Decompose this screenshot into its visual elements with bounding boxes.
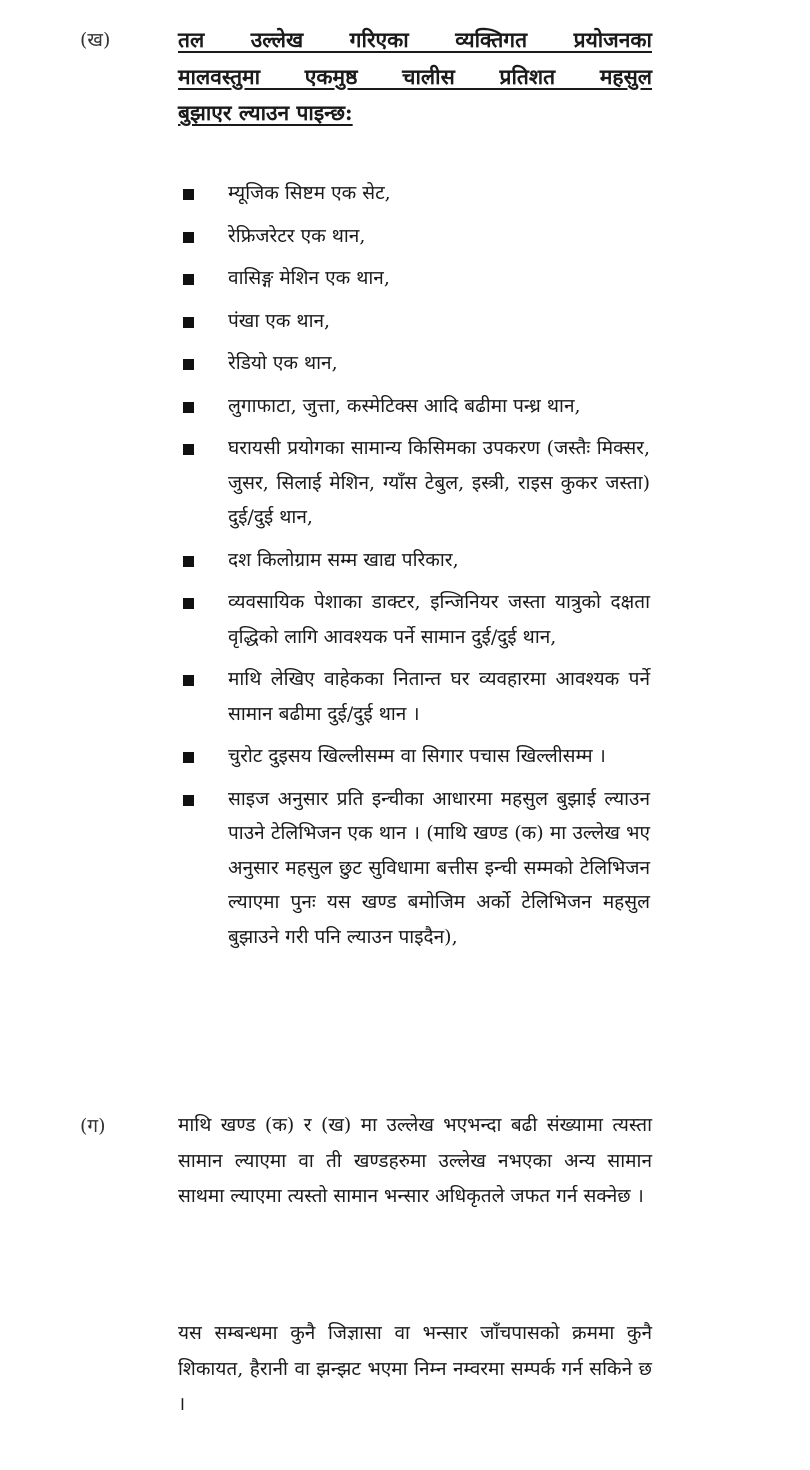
section-marker-kha: (ख) bbox=[80, 29, 111, 51]
square-bullet-icon bbox=[183, 556, 194, 567]
list-item-text: माथि लेखिए वाहेकका नितान्त घर व्यवहारमा आवश्यक पर्ने सामान बढीमा दुई/दुई थान । bbox=[228, 668, 650, 725]
square-bullet-icon bbox=[183, 402, 194, 413]
list-item-text: घरायसी प्रयोगका सामान्य किसिमका उपकरण (जस्तैः मिक्सर, जुसर, सिलाई मेशिन, ग्याँस टेबुल, इस्त्री, राइस कुकर जस्ता) दुई/दुई थान, bbox=[228, 437, 650, 528]
list-item bbox=[0, 431, 810, 535]
list-item bbox=[0, 662, 810, 731]
heading-line: बुझाएर ल्याउन पाइन्छ: bbox=[178, 100, 353, 125]
list-item-text: रेफ्रिजरेटर एक थान, bbox=[228, 224, 366, 247]
list-item bbox=[0, 261, 810, 296]
allowed-items-list bbox=[0, 176, 810, 962]
square-bullet-icon bbox=[183, 317, 194, 328]
square-bullet-icon bbox=[183, 795, 194, 806]
section-marker-ga: (ग) bbox=[80, 1115, 106, 1137]
section-kha-heading bbox=[178, 22, 652, 132]
list-item bbox=[0, 543, 810, 578]
list-item-text: लुगाफाटा, जुत्ता, कस्मेटिक्स आदि बढीमा पन्ध्र थान, bbox=[228, 394, 581, 417]
heading-line: तल उल्लेख गरिएका व्यक्तिगत प्रयोजनका bbox=[178, 27, 652, 52]
list-item-text: म्यूजिक सिष्टम एक सेट, bbox=[228, 182, 391, 204]
list-item-text: वासिङ्ग मेशिन एक थान, bbox=[228, 267, 390, 289]
closing-section bbox=[0, 1316, 810, 1423]
heading-line: मालवस्तुमा एकमुष्ठ चालीस प्रतिशत महसुल bbox=[178, 63, 652, 89]
list-item bbox=[0, 346, 810, 381]
list-item bbox=[0, 304, 810, 339]
list-item bbox=[0, 389, 810, 424]
list-item-text: चुरोट दुइसय खिल्लीसम्म वा सिगार पचास खिल्लीसम्म । bbox=[228, 745, 606, 767]
list-item-text: दश किलोग्राम सम्म खाद्य परिकार, bbox=[228, 548, 459, 571]
square-bullet-icon bbox=[183, 675, 194, 686]
section-ga bbox=[0, 1108, 810, 1215]
list-item bbox=[0, 219, 810, 254]
square-bullet-icon bbox=[183, 189, 194, 200]
section-ga-paragraph: माथि खण्ड (क) र (ख) मा उल्लेख भएभन्दा बढी संख्यामा त्यस्ता सामान ल्याएमा वा ती खण्डहरुमा उल्लेख नभएका अन्य सामान साथमा ल्याएमा त्यस्तो सामान भन्सार अधिकृतले जफत गर्न सक्नेछ । bbox=[178, 1114, 652, 1207]
list-item bbox=[0, 739, 810, 774]
closing-paragraph: यस सम्बन्धमा कुनै जिज्ञासा वा भन्सार जाँचपासको क्रममा कुनै शिकायत, हैरानी वा झन्झट भएमा निम्न नम्वरमा सम्पर्क गर्न सकिने छ । bbox=[178, 1322, 652, 1415]
list-item bbox=[0, 585, 810, 654]
list-item-text: रेडियो एक थान, bbox=[228, 352, 338, 374]
square-bullet-icon bbox=[183, 752, 194, 763]
list-item-text: पंखा एक थान, bbox=[228, 309, 331, 332]
square-bullet-icon bbox=[183, 274, 194, 285]
square-bullet-icon bbox=[183, 598, 194, 609]
list-item-text: साइज अनुसार प्रति इन्चीका आधारमा महसुल बुझाई ल्याउन पाउने टेलिभिजन एक थान । (माथि खण्ड (क) मा उल्लेख भए अनुसार महसुल छुट सुविधामा बत्तीस इन्ची सम्मको टेलिभिजन ल्याएमा पुनः यस खण्ड बमोजिम अर्को टेलिभिजन महसुल बुझाउने गरी पनि ल्याउन पाइदैन), bbox=[228, 787, 650, 948]
square-bullet-icon bbox=[183, 444, 194, 455]
list-item bbox=[0, 176, 810, 211]
square-bullet-icon bbox=[183, 359, 194, 370]
list-item bbox=[0, 782, 810, 955]
square-bullet-icon bbox=[183, 232, 194, 243]
list-item-text: व्यवसायिक पेशाका डाक्टर, इन्जिनियर जस्ता यात्रुको दक्षता वृद्धिको लागि आवश्यक पर्ने सामान दुई/दुई थान, bbox=[228, 591, 650, 648]
